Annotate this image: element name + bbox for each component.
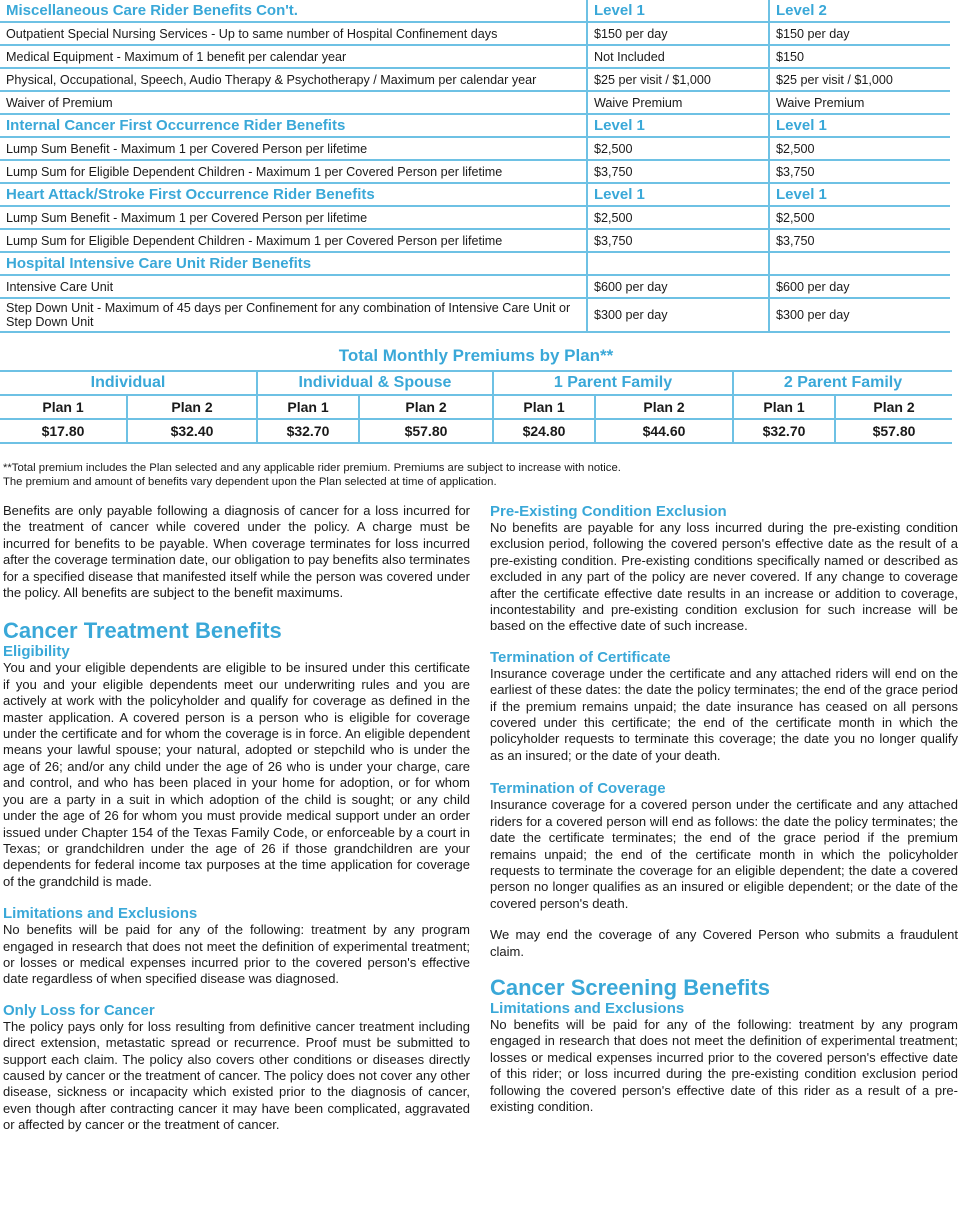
right-column xyxy=(490,503,958,1115)
premiums-table xyxy=(0,370,952,444)
plan-group-row xyxy=(0,371,952,395)
column-level: Level 1 xyxy=(587,114,769,137)
section-title: Heart Attack/Stroke First Occurrence Rider Benefits xyxy=(0,183,587,206)
plan-price-row xyxy=(0,419,952,443)
benefit-value: $600 per day xyxy=(587,275,769,298)
termination-certificate-paragraph: Insurance coverage under the certificate and any attached riders will end on the earliest of these dates: the date the policy terminates; the end of the grace period if the premium remains unpaid; the date insurance has ceased on all persons covered under this certificate; the end of the certificate month in which the policyholder requests to terminate this coverage; the date you no longer qualify as an insured; or the date of your death. xyxy=(490,665,958,763)
column-level: Level 2 xyxy=(769,0,950,22)
benefit-value: Waive Premium xyxy=(769,91,950,114)
screening-paragraph: No benefits will be paid for any of the following: treatment by any program engaged in research that does not meet the definition of experimental treatment; losses or medical expenses incurred prior to the covered person's effective date of this rider; or loss incurred during the pre-existing condition exclusion period following the covered person's effective date of this rider as a result of a pre-existing condition. xyxy=(490,1016,958,1114)
benefit-name: Step Down Unit - Maximum of 45 days per Confinement for any combination of Intensive Care Unit or Step Down Unit xyxy=(0,298,587,332)
limitations-paragraph: No benefits will be paid for any of the following: treatment by any program engaged in research that does not meet the definition of experimental treatment; or losses or medical expenses incurred prior to the covered person's effective date regardless of when specified disease was diagnosed. xyxy=(3,922,470,987)
premium-footnote: **Total premium includes the Plan selected and any applicable rider premium. Premiums are subject to increase with notice. xyxy=(3,462,621,474)
table-row xyxy=(0,22,950,45)
subsection-heading: Limitations and Exclusions xyxy=(3,905,198,923)
table-row xyxy=(0,137,950,160)
subsection-heading: Termination of Coverage xyxy=(490,780,666,798)
fraud-paragraph: We may end the coverage of any Covered Person who submits a fraudulent claim. xyxy=(490,927,958,959)
benefit-name: Lump Sum Benefit - Maximum 1 per Covered Person per lifetime xyxy=(0,206,587,229)
benefit-value: $2,500 xyxy=(769,137,950,160)
plan-price: $24.80 xyxy=(493,419,595,443)
benefit-value: $150 per day xyxy=(587,22,769,45)
section-title: Miscellaneous Care Rider Benefits Con't. xyxy=(0,0,587,22)
plan-group: 1 Parent Family xyxy=(493,371,733,395)
table-row xyxy=(0,275,950,298)
plan-price: $44.60 xyxy=(595,419,733,443)
benefit-name: Intensive Care Unit xyxy=(0,275,587,298)
subsection-heading: Termination of Certificate xyxy=(490,648,671,666)
plan-price: $32.70 xyxy=(733,419,835,443)
plan-label: Plan 2 xyxy=(835,395,952,419)
plan-label: Plan 2 xyxy=(595,395,733,419)
plan-label: Plan 2 xyxy=(127,395,257,419)
plan-price: $32.70 xyxy=(257,419,359,443)
benefit-name: Medical Equipment - Maximum of 1 benefit per calendar year xyxy=(0,45,587,68)
plan-price: $17.80 xyxy=(0,419,127,443)
column-level: Level 1 xyxy=(769,183,950,206)
plan-price: $57.80 xyxy=(835,419,952,443)
benefit-value: $150 per day xyxy=(769,22,950,45)
benefit-value: $300 per day xyxy=(587,298,769,332)
column-level: Level 1 xyxy=(769,114,950,137)
section-title: Internal Cancer First Occurrence Rider Benefits xyxy=(0,114,587,137)
plan-price: $32.40 xyxy=(127,419,257,443)
premiums-title: Total Monthly Premiums by Plan** xyxy=(338,346,614,365)
benefit-value: $300 per day xyxy=(769,298,950,332)
table-row xyxy=(0,160,950,183)
subsection-heading: Only Loss for Cancer xyxy=(3,1001,155,1019)
section-heading: Cancer Treatment Benefits xyxy=(3,618,282,644)
rider-benefits-table xyxy=(0,0,950,333)
table-row xyxy=(0,206,950,229)
plan-group: Individual & Spouse xyxy=(257,371,493,395)
plan-price: $57.80 xyxy=(359,419,493,443)
benefit-value: Not Included xyxy=(587,45,769,68)
benefit-name: Physical, Occupational, Speech, Audio Therapy & Psychotherapy / Maximum per calendar year xyxy=(0,68,587,91)
benefit-name: Lump Sum Benefit - Maximum 1 per Covered Person per lifetime xyxy=(0,137,587,160)
plan-label: Plan 1 xyxy=(0,395,127,419)
benefit-value: $600 per day xyxy=(769,275,950,298)
termination-coverage-paragraph: Insurance coverage for a covered person under the certificate and any attached riders for a covered person will end as follows: the date the policy terminates; the date the certificate terminates; the end of the grace period if the premium remains unpaid; the end of the certificate month in which the policyholder requests to terminate the coverage for an eligible dependent; the date a covered person no longer qualifies as an insured or eligible dependent; or the date of the covered person's death. xyxy=(490,797,958,911)
column-level: Level 1 xyxy=(587,0,769,22)
benefit-value: $2,500 xyxy=(587,137,769,160)
benefit-value: $3,750 xyxy=(769,229,950,252)
section-heading: Cancer Screening Benefits xyxy=(490,974,770,1000)
eligibility-paragraph: You and your eligible dependents are eligible to be insured under this certificate if you and your eligible dependents meet our underwriting rules and you are actively at work with the policyholder and qualify for coverage as defined in the master application. A covered person is a person who is eligible for coverage under the certificate and for whom the coverage is in force. An eligible dependent means your lawful spouse; your natural, adopted or stepchild who is under the age of 26; and/or any child under the age of 26 who is under your charge, care and control, and who has been placed in your home for adoption, or for whom you are a party in a suit in which adoption of the child is sought; or any child under the age of 26 for whom you must provide medical support under an order issued under Chapter 154 of the Texas Family Code, or enforceable by a court in Texas; or grandchildren under the age of 26 if those grandchildren are your dependents for federal income tax purposes at the time application for coverage of the grandchild is made. xyxy=(3,660,470,889)
benefit-name: Waiver of Premium xyxy=(0,91,587,114)
intro-paragraph: Benefits are only payable following a diagnosis of cancer for a loss incurred for the treatment of cancer while covered under the policy. A charge must be incurred for benefits to be payable. When coverage terminates for loss incurred after the coverage termination date, our obligation to pay benefits also terminates for a specified disease that manifested itself while the person was covered under the policy. All benefits are subject to the benefit maximums. xyxy=(3,503,470,601)
benefit-value: $25 per visit / $1,000 xyxy=(587,68,769,91)
table-row xyxy=(0,45,950,68)
benefit-value: $25 per visit / $1,000 xyxy=(769,68,950,91)
subsection-heading: Eligibility xyxy=(3,643,70,661)
plan-label: Plan 1 xyxy=(733,395,835,419)
benefit-value: $3,750 xyxy=(587,160,769,183)
plan-label: Plan 1 xyxy=(257,395,359,419)
heart-header-row xyxy=(0,183,950,206)
plan-label: Plan 2 xyxy=(359,395,493,419)
column-level: Level 1 xyxy=(587,183,769,206)
left-column xyxy=(3,503,470,1134)
benefit-value: $3,750 xyxy=(587,229,769,252)
table-row xyxy=(0,229,950,252)
benefit-value: $3,750 xyxy=(769,160,950,183)
subsection-heading: Limitations and Exclusions xyxy=(490,999,685,1017)
benefit-value: $2,500 xyxy=(587,206,769,229)
benefit-name: Lump Sum for Eligible Dependent Children - Maximum 1 per Covered Person per lifetime xyxy=(0,229,587,252)
misc-header-row xyxy=(0,0,950,22)
table-row xyxy=(0,91,950,114)
benefit-value: $2,500 xyxy=(769,206,950,229)
preexisting-paragraph: No benefits are payable for any loss incurred during the pre-existing condition exclusion period, following the covered person's effective date as the result of a pre-existing condition. Pre-existing conditions specifically named or described as excluded in any part of the policy are never covered. If any change to coverage after the certificate effective date results in an increase or addition to coverage, incontestability and pre-existing condition exclusion for such increase will be based on the effective date of such increase. xyxy=(490,520,958,634)
only-loss-paragraph: The policy pays only for loss resulting from definitive cancer treatment including direct extension, metastatic spread or recurrence. Proof must be submitted to support each claim. The policy also covers other conditions or diseases directly caused by cancer or the treatment of cancer. The policy does not cover any other disease, sickness or incapacity which existed prior to the diagnosis of cancer, even though after contracting cancer it may have been complicated, aggravated or affected by cancer or the treatment of cancer. xyxy=(3,1018,470,1133)
subsection-heading: Pre-Existing Condition Exclusion xyxy=(490,503,727,520)
column-level xyxy=(769,252,950,275)
plan-group: 2 Parent Family xyxy=(733,371,952,395)
benefit-value: $150 xyxy=(769,45,950,68)
icu-header-row xyxy=(0,252,950,275)
column-level xyxy=(587,252,769,275)
cancer-header-row xyxy=(0,114,950,137)
section-title: Hospital Intensive Care Unit Rider Benefits xyxy=(0,252,587,275)
benefit-name: Lump Sum for Eligible Dependent Children - Maximum 1 per Covered Person per lifetime xyxy=(0,160,587,183)
plan-label-row xyxy=(0,395,952,419)
benefit-name: Outpatient Special Nursing Services - Up to same number of Hospital Confinement days xyxy=(0,22,587,45)
table-row xyxy=(0,298,950,332)
premium-footnote: The premium and amount of benefits vary dependent upon the Plan selected at time of application. xyxy=(3,476,497,488)
table-row xyxy=(0,68,950,91)
plan-label: Plan 1 xyxy=(493,395,595,419)
benefit-value: Waive Premium xyxy=(587,91,769,114)
plan-group: Individual xyxy=(0,371,257,395)
